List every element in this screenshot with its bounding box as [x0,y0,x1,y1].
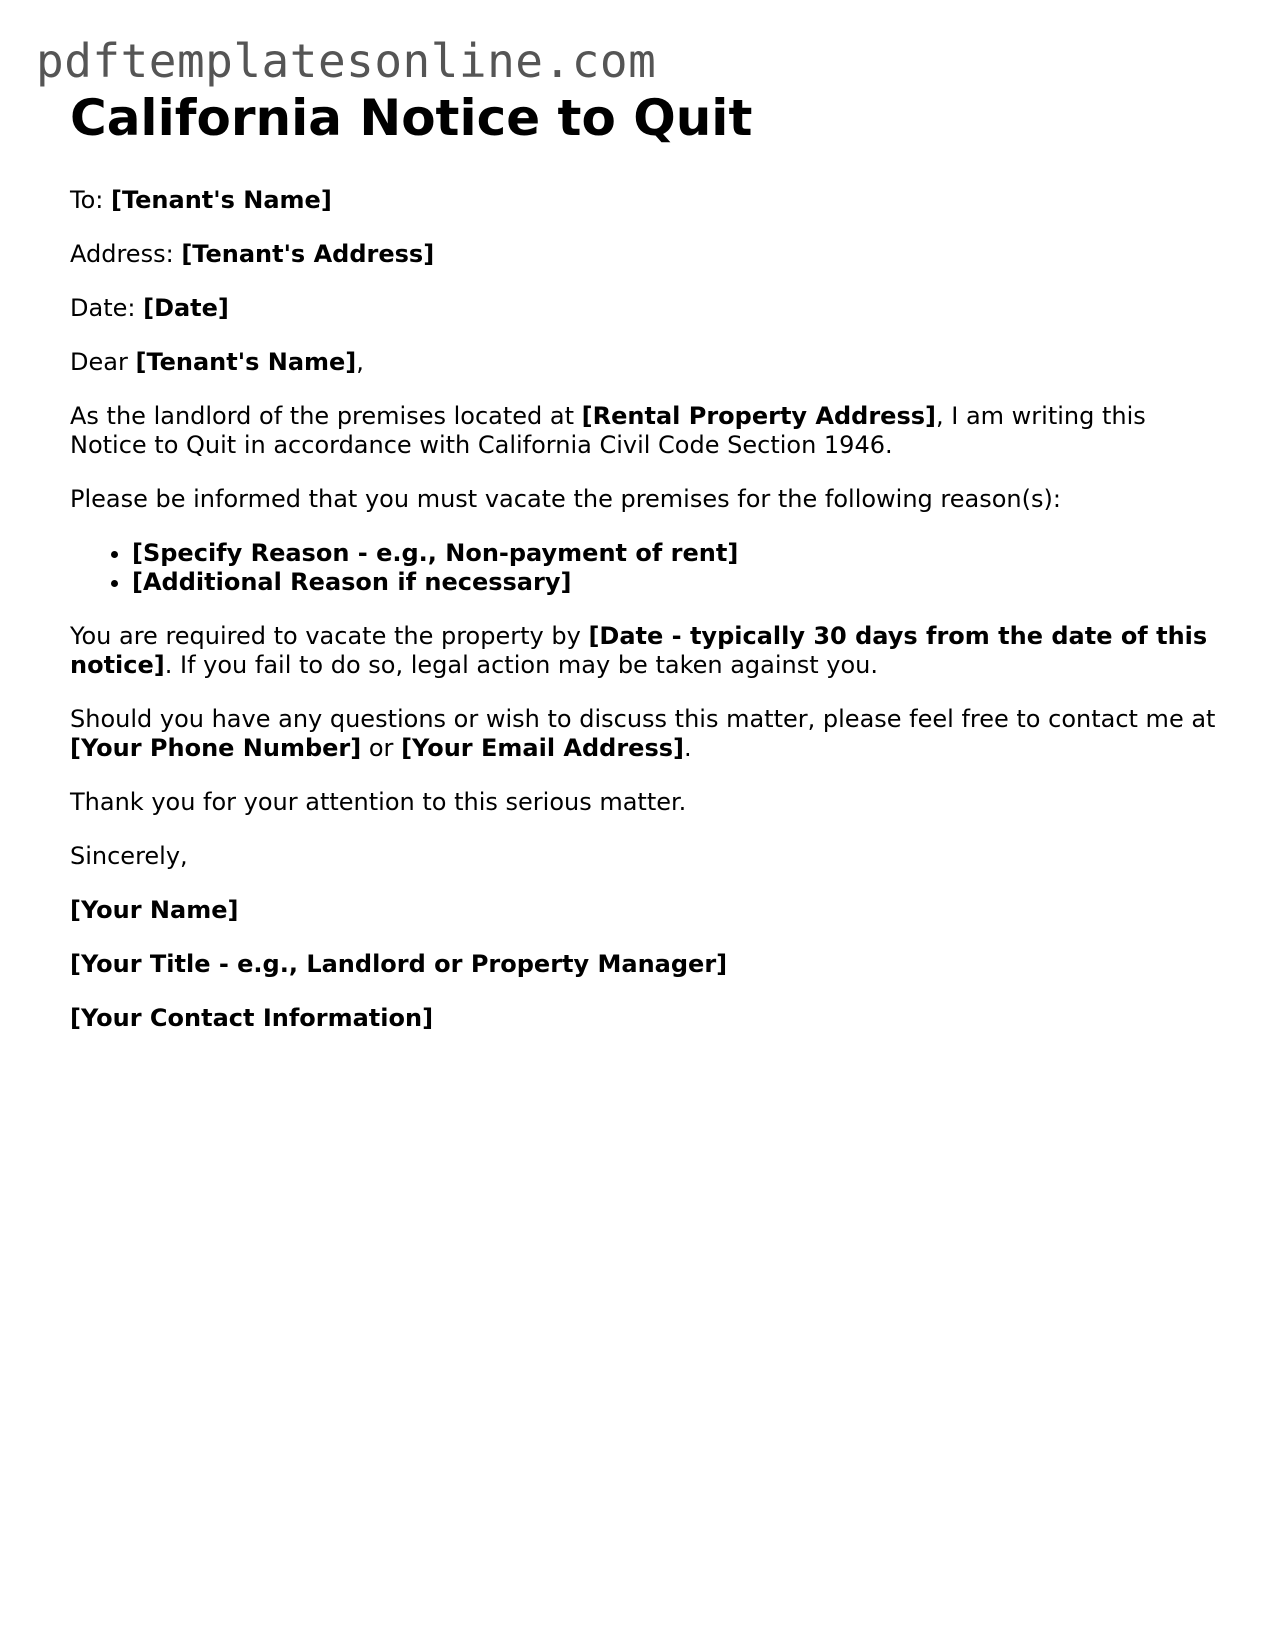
contact-end: . [683,734,692,762]
document-title: California Notice to Quit [70,89,753,147]
thanks-line: Thank you for your attention to this serious matter. [70,788,687,816]
list-item: • [Specify Reason - e.g., Non-payment of rent] [132,539,1220,568]
vacate-before: You are required to vacate the property by [70,622,581,650]
contact-or: or [368,734,394,762]
your-contact-information: [Your Contact Information] [70,1004,434,1032]
list-item: • [Additional Reason if necessary] [132,568,1220,597]
date-line [70,294,1220,323]
reasons-intro: Please be informed that you must vacate the premises for the following reason(s): [70,485,1061,513]
contact-paragraph [70,705,1220,763]
your-title: [Your Title - e.g., Landlord or Property Manager] [70,950,728,978]
signature-title [70,950,1220,979]
your-name: [Your Name] [70,896,239,924]
closing-line: Sincerely, [70,842,188,870]
rental-property-address: [Rental Property Address] [581,402,936,430]
document-page [70,88,1220,1058]
intro-after: , I am writing this Notice to Quit in accordance with California Civil Code Section 1946. [70,402,1146,459]
to-label: To: [70,186,104,214]
vacate-after: . If you fail to do so, legal action may be taken against you. [164,651,879,679]
salutation [70,348,1220,377]
vacate-deadline: [Date - typically 30 days from the date of this notice] [70,622,1208,679]
intro-before: As the landlord of the premises located at [70,402,575,430]
salutation-suffix: , [356,348,364,376]
contact-before: Should you have any questions or wish to discuss this matter, please feel free to contact me at [70,705,1216,733]
phone-number: [Your Phone Number] [70,734,362,762]
tenant-name: [Tenant's Name] [111,186,332,214]
date-label: Date: [70,294,136,322]
salutation-prefix: Dear [70,348,128,376]
to-line [70,186,1220,215]
signature-name [70,896,1220,925]
email-address: [Your Email Address] [401,734,684,762]
reasons-list [70,539,1220,597]
vacate-paragraph [70,622,1220,680]
salutation-name: [Tenant's Name] [135,348,357,376]
intro-paragraph [70,402,1220,460]
address-label: Address: [70,240,174,268]
signature-contact [70,1004,1220,1033]
date-value: [Date] [143,294,229,322]
watermark: pdftemplatesonline.com [36,34,657,88]
tenant-address: [Tenant's Address] [181,240,435,268]
address-line [70,240,1220,269]
